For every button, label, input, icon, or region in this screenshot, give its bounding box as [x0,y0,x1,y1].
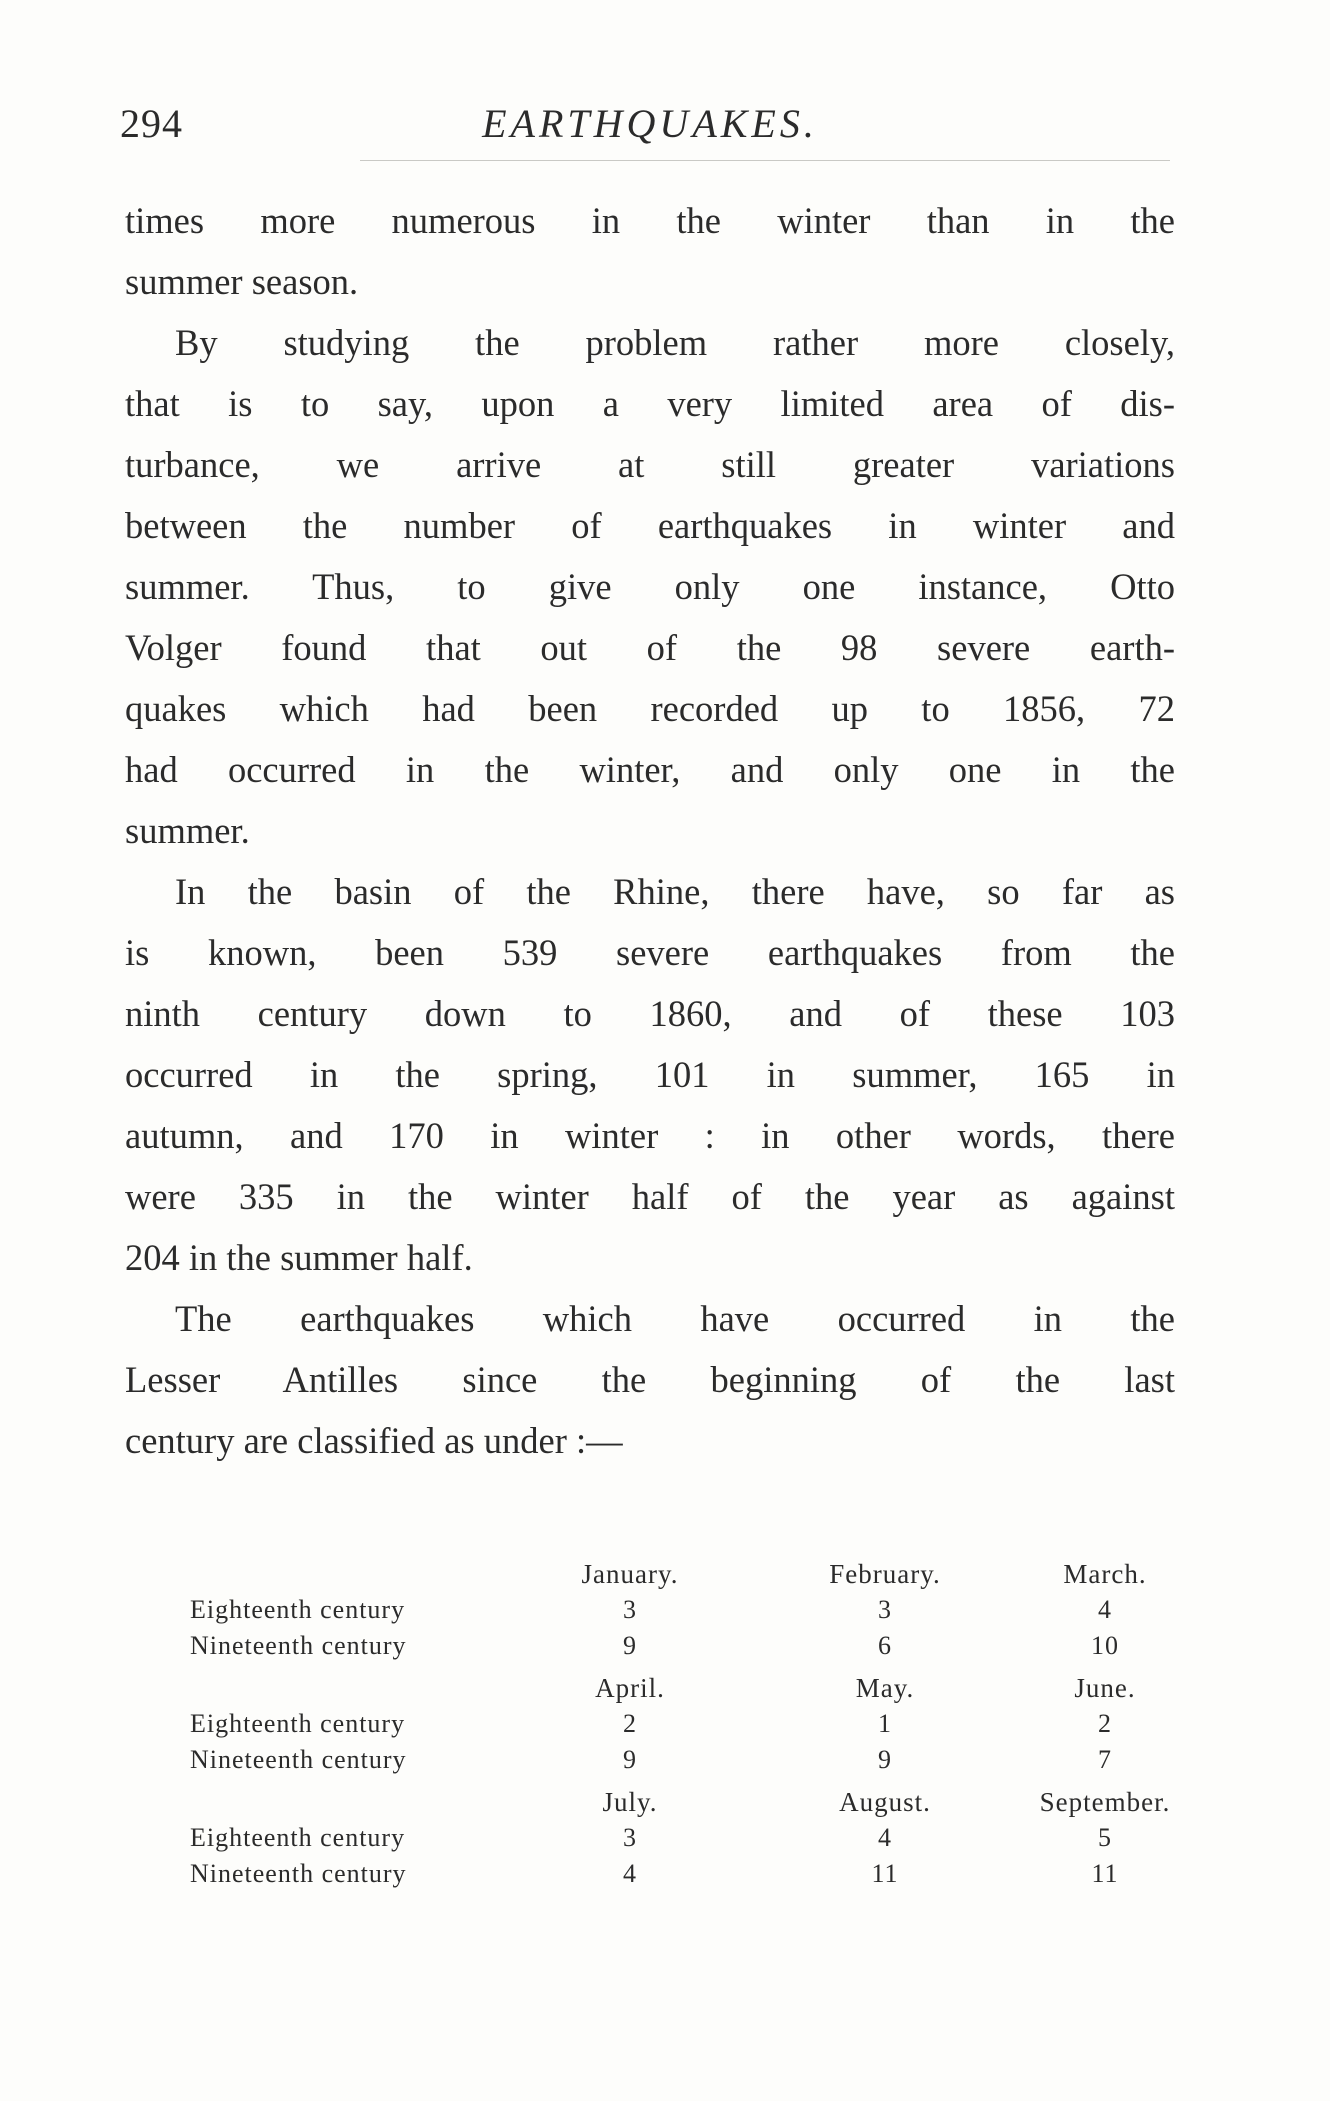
text-line: had occurred in the winter, and only one in the [125,749,1175,790]
text-line: occurred in the spring, 101 in summer, 165 in [125,1054,1175,1095]
text-line: By studying the problem rather more closely, [175,322,1175,363]
running-title: EARTHQUAKES. [482,101,818,146]
month-header-row [190,1559,1170,1595]
header-rule [360,160,1170,161]
month-header: May. [855,1673,915,1703]
month-header: August. [839,1787,931,1817]
text-line: century are classified as under :— [125,1420,623,1461]
text-line: ninth century down to 1860, and of these 103 [125,993,1175,1034]
row-label: Eighteenth century [190,1595,406,1624]
table-cell: 4 [1098,1595,1112,1624]
text-line: autumn, and 170 in winter : in other words, there [125,1115,1175,1156]
table-cell: 5 [1098,1823,1112,1852]
table-cell: 9 [623,1745,637,1774]
page-number: 294 [120,101,183,146]
table-cell: 11 [871,1859,899,1888]
month-header: June. [1074,1673,1136,1703]
month-header: July. [602,1787,658,1817]
text-line: summer season. [125,261,359,302]
text-line: were 335 in the winter half of the year as against [125,1176,1175,1217]
row-label: Nineteenth century [190,1745,407,1774]
table-row [190,1631,1170,1667]
month-header: April. [595,1673,665,1703]
body-text [125,190,1175,1471]
table-row [190,1745,1170,1781]
earthquake-table [190,1555,1170,1895]
page-header [120,100,1170,150]
table-cell: 9 [623,1631,637,1660]
row-label: Nineteenth century [190,1631,407,1660]
table-cell: 9 [878,1745,892,1774]
text-line: summer. Thus, to give only one instance, Otto [125,566,1175,607]
month-header: September. [1039,1787,1171,1817]
month-header: February. [829,1559,941,1589]
table-cell: 3 [878,1595,892,1624]
table-cell: 10 [1091,1631,1119,1660]
text-line: between the number of earthquakes in winter and [125,505,1175,546]
table-row [190,1823,1170,1859]
text-line: Volger found that out of the 98 severe earth- [125,627,1175,668]
text-line: turbance, we arrive at still greater variations [125,444,1175,485]
text-line: Lesser Antilles since the beginning of the last [125,1359,1175,1400]
text-line: is known, been 539 severe earthquakes from the [125,932,1175,973]
text-line: The earthquakes which have occurred in the [175,1298,1175,1339]
text-line: quakes which had been recorded up to 1856, 72 [125,688,1175,729]
table-cell: 6 [878,1631,892,1660]
month-header-row [190,1787,1170,1823]
table-row [190,1709,1170,1745]
table-cell: 3 [623,1595,637,1624]
text-line: In the basin of the Rhine, there have, so far as [175,871,1175,912]
text-line: that is to say, upon a very limited area of dis- [125,383,1175,424]
table-cell: 7 [1098,1745,1112,1774]
month-header: March. [1063,1559,1147,1589]
table-cell: 1 [878,1709,892,1738]
row-label: Eighteenth century [190,1709,406,1738]
table-row [190,1859,1170,1895]
table-cell: 11 [1091,1859,1119,1888]
text-line: times more numerous in the winter than in the [125,200,1175,241]
table-cell: 4 [623,1859,637,1888]
row-label: Nineteenth century [190,1859,407,1888]
month-header-row [190,1673,1170,1709]
text-line: 204 in the summer half. [125,1237,473,1278]
row-label: Eighteenth century [190,1823,406,1852]
table-cell: 4 [878,1823,892,1852]
table-cell: 2 [623,1709,637,1738]
table-cell: 3 [623,1823,637,1852]
text-line: summer. [125,810,250,851]
table-cell: 2 [1098,1709,1112,1738]
table-row [190,1595,1170,1631]
month-header: January. [581,1559,679,1589]
